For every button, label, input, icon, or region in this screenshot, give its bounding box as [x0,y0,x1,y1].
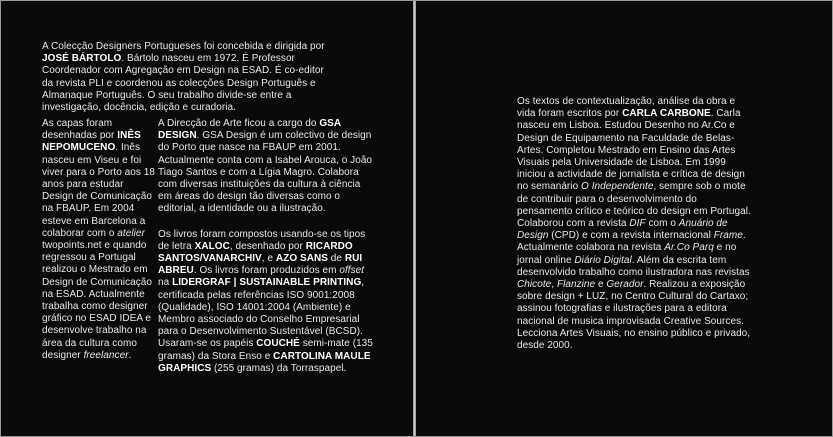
right-page [416,1,832,436]
texts-author-paragraph: Os textos de contextualização, análise da obra e vida foram escritos por CARLA CARBONE. Carla nasceu em Lisboa. Estudou Desenho no Ar.Co e Design de Equipamento na Faculdade de Belas-Artes. Completou Mestrado em Ensino das Artes Visuais pela Universidade de Lisboa. Em 1999 iniciou a actividade de jornalista e crítica de design no semanário O Independente, sempre sob o mote de contribuir para o desenvolvimento do pensamento crítico e teórico do design em Portugal. Colaborou com a revista DIF com o Anuário de Design (CPD) e com a revista internacional Frame. Actualmente colabora na revista Ar.Co Parq e no jornal online Diário Digital. Além da escrita tem desenvolvido trabalho como ilustradora nas revistas Chicote, Flanzine e Gerador. Realizou a exposição sobre design + LUZ, no Centro Cultural do Cartaxo; assinou fotografias e ilustrações para a editora nacional de musica improvisada Creative Sources. Lecciona Artes Visuais, no ensino público e privado, desde 2000. [517,96,751,352]
column-art-direction [158,118,374,375]
covers-paragraph: As capas foram desenhadas por INÊS NEPOMUCENO. Inês nasceu em Viseu e foi viver para o Porto aos 18 anos para estudar Design de Comunicação na FBAUP. Em 2004 esteve em Barcelona a colaborar com o atelier twopoints.net e quando regressou a Portugal realizou o Mestrado em Design de Comunicação na ESAD. Actualmente trabalha como designer gráfico no ESAD IDEA e desenvolve trabalho na área da cultura como designer freelancer. [42,118,155,361]
intro-paragraph: A Colecção Designers Portugueses foi concebida e dirigida por JOSÉ BÁRTOLO. Bártolo nasceu em 1972. É Professor Coordenador com Agregação em Design na ESAD. É co-editor da revista PLI e coordenou as colecções Design Português e Almanaque Português. O seu trabalho divide-se entre a investigação, docência, edição e curadoria. [42,41,325,114]
typography-printing-paragraph: Os livros foram compostos usando-se os tipos de letra XALOC, desenhado por RICARDO SANTOS/VANARCHIV, e AZO SANS de RUI ABREU. Os livros foram produzidos em offset na LIDERGRAF | SUSTAINABLE PRINTING, certificada pelas referências ISO 9001:2008 (Qualidade), ISO 14001:2004 (Ambiente) e Membro associado do Conselho Empresarial para o Desenvolvimento Sustentável (BCSD). Usaram-se os papéis COUCHÉ semi-mate (135 gramas) da Stora Enso e CARTOLINA MAULE GRAPHICS (255 gramas) da Torraspapel. [158,228,373,374]
art-direction-paragraph: A Direcção de Arte ficou a cargo do GSA DESIGN. GSA Design é um colectivo de design do Porto que nasce na FBAUP em 2001. Actualmente conta com a Isabel Arouca, o João Tiago Santos e com a Lígia Magro. Colabora com diversas instituições da cultura à ciência em áreas do design tão diversas como o editorial, a identidade ou a ilustração. [158,118,373,215]
left-page-columns [42,118,374,375]
left-page [1,1,413,436]
column-covers [42,118,156,375]
